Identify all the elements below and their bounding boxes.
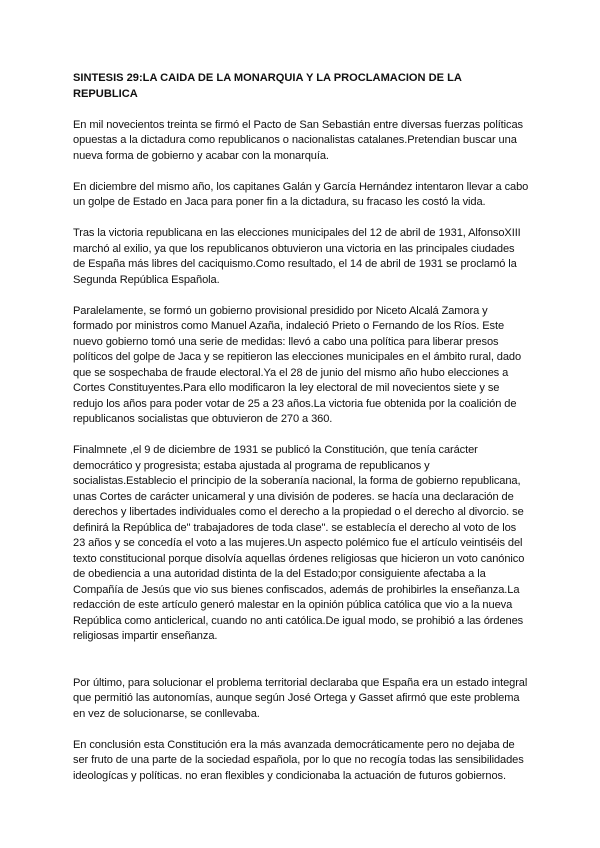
paragraph-golpe-jaca: En diciembre del mismo año, los capitanes Galán y García Hernández intentaron llevar a cabo un golpe de Estado en Jaca para poner fin a la dictadura, su fracaso les costó la vida. bbox=[73, 180, 529, 208]
paragraph-pacto-san-sebastian: En mil novecientos treinta se firmó el Pacto de San Sebastián entre diversas fuerzas políticas opuestas a la dictadura como republicanos o nacionalistas catalanes.Pretendian buscar una nueva forma de gobierno y acabar con la monarquía. bbox=[73, 118, 523, 162]
document-title: SINTESIS 29:LA CAIDA DE LA MONARQUIA Y LA PROCLAMACION DE LA REPUBLICA bbox=[73, 72, 462, 100]
paragraph-gobierno-provisional: Paralelamente, se formó un gobierno provisional presidido por Niceto Alcalá Zamora y formado por ministros como Manuel Azaña, indaleció Prieto o Fernando de los Ríos. Este nuevo gobierno tomó una serie de medidas: llevó a cabo una política para liberar presos políticos del golpe de Jaca y se repitieron las elecciones municipales en el ámbito rural, dado que se sospechaba de fraude electoral.Ya el 28 de junio del mismo año hubo elecciones a Cortes Constituyentes.Para ello modificaron la ley electoral de mil novecientos siete y se redujo los años para poder votar de 25 a 23 años.La victoria fue obtenida por la coalición de republicanos socialistas que obtuvieron de 270 a 360. bbox=[73, 304, 522, 425]
paragraph-conclusion: En conclusión esta Constitución era la más avanzada democráticamente pero no dejaba de ser fruto de una parte de la sociedad española, por lo que no recogía todas las sensibilidades ideologícas y políticas. no eran flexibles y condicionaba la actuación de futuros gobiernos. bbox=[73, 738, 524, 782]
document-body bbox=[73, 71, 529, 800]
paragraph-elecciones-municipales: Tras la victoria republicana en las elecciones municipales del 12 de abril de 1931, AlfonsoXIII marchó al exilio, ya que los republicanos obtuvieron una victoria en las principales ciudades de España más libres del caciquismo.Como resultado, el 14 de abril de 1931 se proclamó la Segunda República Española. bbox=[73, 227, 521, 286]
paragraph-constitucion: Finalmnete ,el 9 de diciembre de 1931 se publicó la Constitución, que tenía carácter democrático y progresista; estaba ajustada al programa de republicanos y socialistas.Establecio el principio de la soberanía nacional, la forma de gobierno republicana, unas Cortes de carácter unicameral y una división de poderes. se hacía una declaración de derechos y libertades individuales como el derecho a la propiedad o el derecho al divorcio. se definirá la República de" trabajadores de toda clase". se establecía el derecho al voto de los 23 años y se concedía el voto a las mujeres.Un aspecto polémico fue el artículo veintiséis del texto constitucional porque disolvía aquellas órdenes religiosas que hicieron un voto canónico de obediencia a una autoridad distinta de la del Estado;por consiguiente afectaba a la Compañía de Jesús que vio sus bienes confiscados, además de prohibirles la enseñanza.La redacción de este artículo generó malestar en la opinión pública católica que vio a la nueva República como anticlerical, cuando no anti católica.De igual modo, se prohibió a las órdenes religiosas impartir enseñanza. bbox=[73, 444, 525, 642]
paragraph-problema-territorial: Por último, para solucionar el problema territorial declaraba que España era un estado integral que permitió las autonomías, aunque según José Ortega y Gasset afirmó que este problema en vez de solucionarse, se conllevaba. bbox=[73, 676, 528, 720]
